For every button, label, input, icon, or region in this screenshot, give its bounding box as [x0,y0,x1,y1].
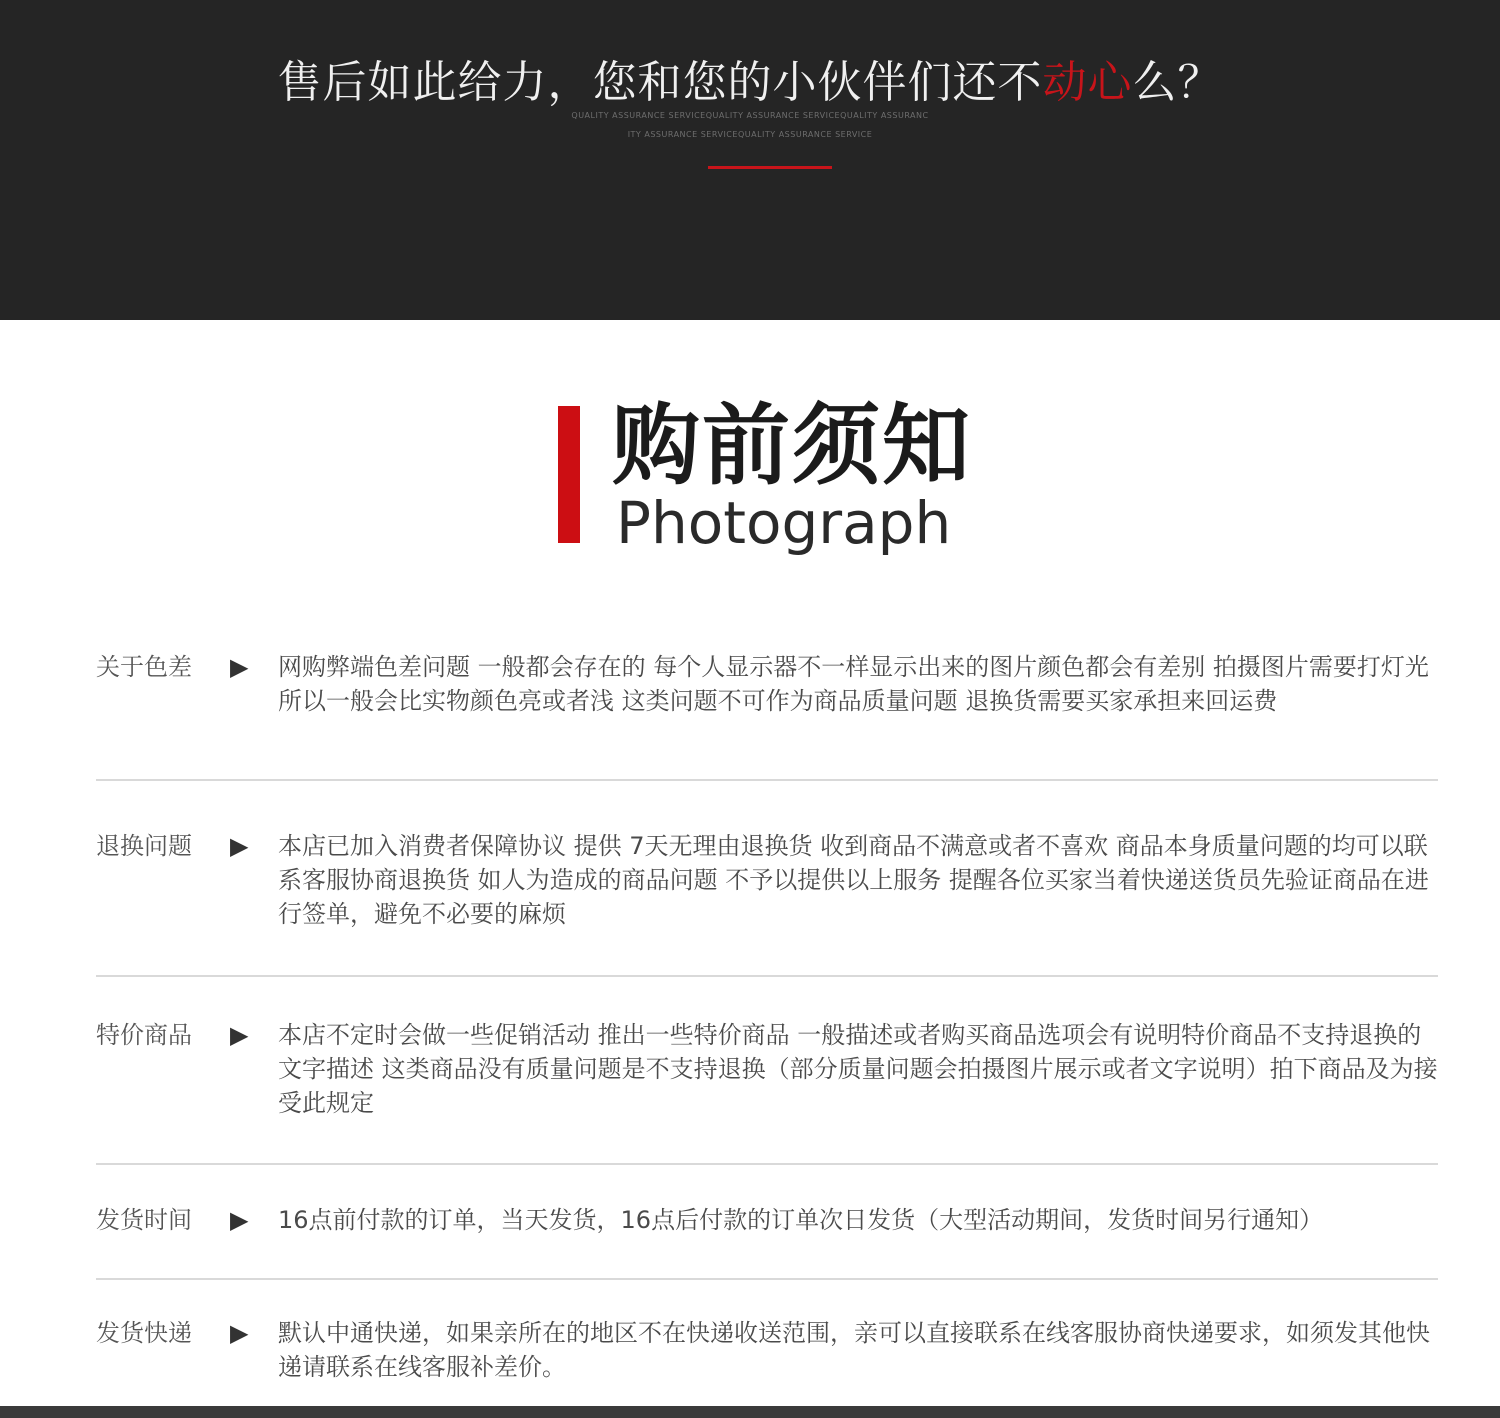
bottom-edge-strip [0,1406,1500,1418]
notice-text: 本店不定时会做一些促销活动 推出一些特价商品 一般描述或者购买商品选项会有说明特价商品不支持退换的文字描述 这类商品没有质量问题是不支持退换（部分质量问题会拍摄图片展示或者文字说明）拍下商品及为接受此规定 [278,1021,1438,1117]
arrow-right-icon: ▶ [230,1319,249,1347]
notice-text: 网购弊端色差问题 一般都会存在的 每个人显示器不一样显示出来的图片颜色都会有差别 拍摄图片需要打灯光 所以一般会比实物颜色亮或者浅 这类问题不可作为商品质量问题 退换货需要买家承担来回运费 [278,653,1429,715]
section-heading-title: 购前须知 [612,394,973,497]
divider [96,975,1438,977]
banner-subtitle-line1: QUALITY ASSURANCE SERVICEQUALITY ASSURANCE SERVICEQUALITY ASSURANC [571,111,929,120]
section-heading-subtitle: Photograph [616,489,952,557]
divider [96,1278,1438,1280]
arrow-right-icon: ▶ [230,653,249,681]
notice-text: 16点前付款的订单，当天发货，16点后付款的订单次日发货（大型活动期间，发货时间另行通知） [278,1206,1324,1234]
notice-label: 关于色差 [96,653,192,681]
divider [96,779,1438,781]
banner-title-main: 售后如此给力，您和您的小伙伴们还不 [277,57,1043,108]
notice-text: 默认中通快递，如果亲所在的地区不在快递收送范围，亲可以直接联系在线客服协商快递要求，如须发其他快递请联系在线客服补差价。 [278,1319,1430,1381]
divider [96,1163,1438,1165]
top-banner [0,0,1500,320]
banner-title-end: 么？ [1132,57,1223,108]
notice-label: 发货快递 [96,1319,192,1347]
arrow-right-icon: ▶ [230,1206,249,1234]
notice-label: 发货时间 [96,1206,192,1234]
banner-title [0,46,1500,110]
banner-subtitle-line2: ITY ASSURANCE SERVICEQUALITY ASSURANCE SERVICE [627,130,873,139]
notice-text: 本店已加入消费者保障协议 提供 7天无理由退换货 收到商品不满意或者不喜欢 商品本身质量问题的均可以联系客服协商退换货 如人为造成的商品问题 不予以提供以上服务 提醒各位买家当着快递送货员先验证商品在进行签单，避免不必要的麻烦 [278,832,1429,928]
arrow-right-icon: ▶ [230,1021,249,1049]
notice-label: 特价商品 [96,1021,192,1049]
heading-accent-bar [558,406,580,543]
arrow-right-icon: ▶ [230,832,249,860]
notice-label: 退换问题 [96,832,192,860]
banner-title-accent: 动心 [1042,57,1133,108]
banner-accent-rule [708,166,832,169]
